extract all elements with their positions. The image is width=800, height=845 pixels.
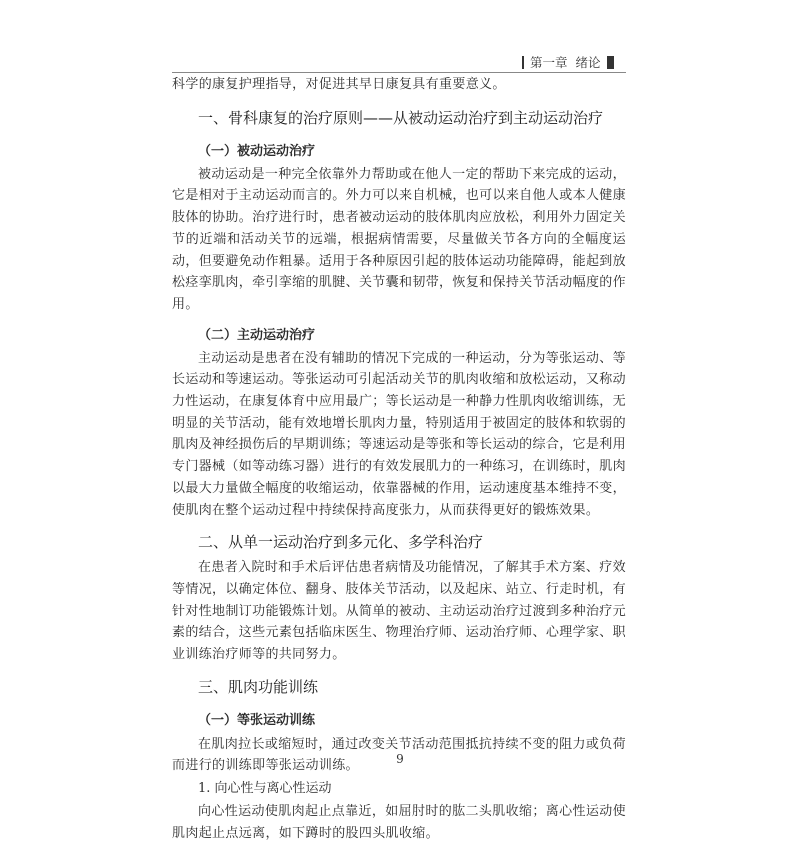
section-2-heading: 二、从单一运动治疗到多元化、多学科治疗 [198,533,484,552]
section-3-1-heading: （一）等张运动训练 [198,712,316,728]
section-3-heading: 三、肌肉功能训练 [198,677,319,696]
section-1-heading: 一、骨科康复的治疗原则——从被动运动治疗到主动运动治疗 [198,108,604,127]
section-2-paragraph: 在患者入院时和手术后评估患者病情及功能情况，了解其手术方案、疗效等情况，以确定体位、翻身、肢体关节活动，以及起床、站立、行走时机，有针对性地制订功能锻炼计划。从简单的被动、主动运动治疗过渡到多种治疗元素的结合，这些元素包括临床医生、物理治疗师、运动治疗师、心理学家、职业训练治疗师等的共同努力。 [172,560,626,663]
section-1-1-paragraph: 被动运动是一种完全依靠外力帮助或在他人一定的帮助下来完成的运动，它是相对于主动运动而言的。外力可以来自机械，也可以来自他人或本人健康肢体的协助。治疗进行时，患者被动运动的肢体肌肉应放松，利用外力固定关节的近端和活动关节的远端，根据病情需要，尽量做关节各方向的全幅度运动，但要避免动作粗暴。适用于各种原因引起的肢体运动功能障碍，能起到放松痉挛肌肉，牵引挛缩的肌腱、关节囊和韧带，恢复和保持关节活动幅度的作用。 [172,166,626,312]
section-1-2-heading: （二）主动运动治疗 [198,327,316,343]
section-1-2-paragraph: 主动运动是患者在没有辅助的情况下完成的一种运动，分为等张运动、等长运动和等速运动。等张运动可引起活动关节的肌肉收缩和放松运动，又称动力性运动，在康复体育中应用最广；等长运动是一种静力性肌肉收缩训练，无明显的关节活动，能有效地增长肌肉力量，特别适用于被固定的肢体和软弱的肌肉及神经损伤后的早期训练；等速运动是等张和等长运动的综合，它是利用专门器械（如等动练习器）进行的有效发展肌力的一种练习，在训练时，肌肉以最大力量做全幅度的收缩运动，依靠器械的作用，运动速度基本维持不变，使肌肉在整个运动过程中持续保持高度张力，从而获得更好的锻炼效果。 [172,350,626,518]
chapter-number: 第一章 [530,55,568,70]
page-body [172,74,626,845]
running-header [522,53,614,71]
page-number: 9 [396,752,404,766]
header-bar-mark [522,56,524,69]
header-rule [172,72,626,73]
section-1-1-heading: （一）被动运动治疗 [198,143,316,159]
header-block-mark [607,56,614,69]
intro-paragraph: 科学的康复护理指导，对促进其早日康复具有重要意义。 [172,77,506,92]
item-1-paragraph: 向心性运动使肌肉起止点靠近，如屈肘时的肱二头肌收缩；离心性运动使肌肉起止点远离，如下蹲时的股四头肌收缩。 [172,804,626,841]
chapter-title: 绪论 [575,55,601,70]
section-3-1-paragraph: 在肌肉拉长或缩短时，通过改变关节活动范围抵抗持续不变的阻力或负荷而进行的训练即等张运动训练。 [172,736,626,774]
item-1-heading: 1. 向心性与离心性运动 [198,781,332,797]
